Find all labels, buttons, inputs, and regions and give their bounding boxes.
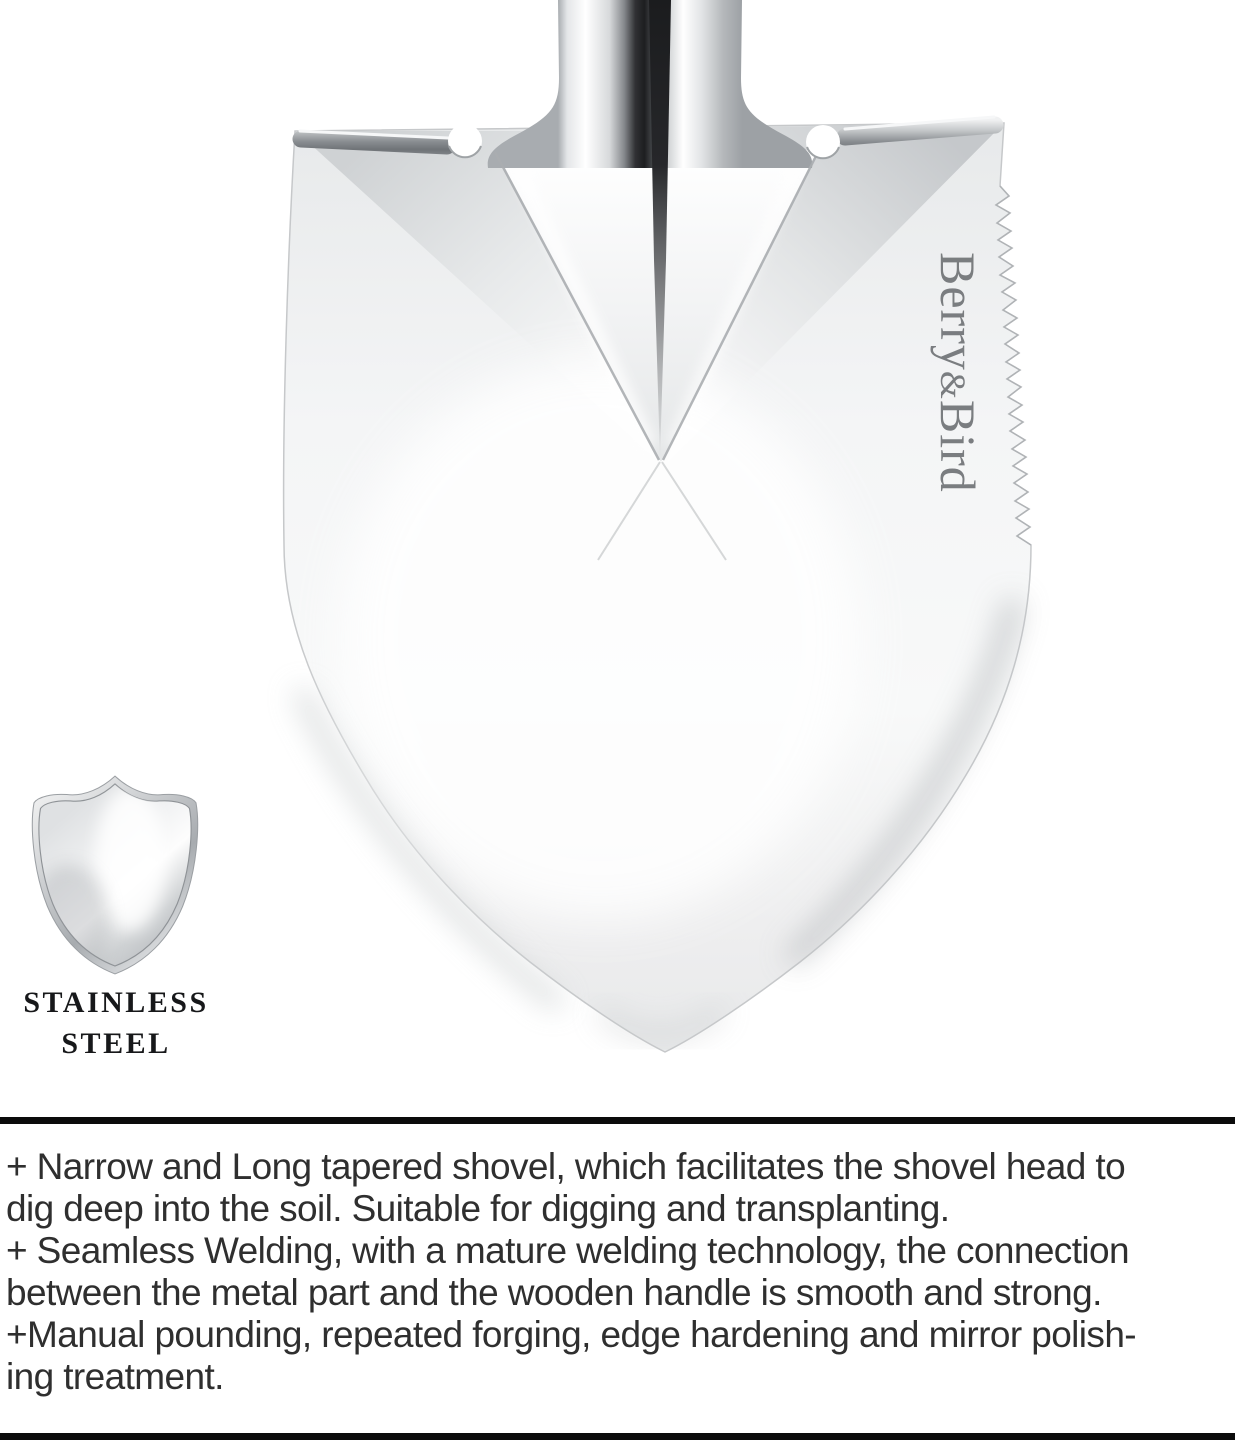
- description-line: ing treatment.: [6, 1356, 224, 1397]
- sheen-highlight: [340, 360, 860, 920]
- description-line: dig deep into the soil. Suitable for digging and transplanting.: [6, 1188, 950, 1229]
- brand-word-2: Bird: [930, 399, 986, 493]
- top-divider: [0, 1117, 1235, 1124]
- shield-icon: [25, 772, 205, 977]
- badge-caption-line2: STEEL: [61, 1027, 171, 1060]
- description-line: + Seamless Welding, with a mature welding technology, the connection: [6, 1230, 1129, 1271]
- badge-caption: [8, 982, 224, 1064]
- description-line: between the metal part and the wooden handle is smooth and strong.: [6, 1272, 1102, 1313]
- badge-caption-line1: STAINLESS: [23, 986, 209, 1019]
- brand-ampersand: &: [933, 370, 973, 400]
- product-description: [6, 1146, 1228, 1398]
- description-line: + Narrow and Long tapered shovel, which facilitates the shovel head to: [6, 1146, 1126, 1187]
- brand-word-1: Berry: [930, 252, 986, 371]
- bottom-divider: [0, 1433, 1235, 1440]
- description-line: +Manual pounding, repeated forging, edge hardening and mirror polish-: [6, 1314, 1137, 1355]
- left-footrest: [301, 139, 447, 146]
